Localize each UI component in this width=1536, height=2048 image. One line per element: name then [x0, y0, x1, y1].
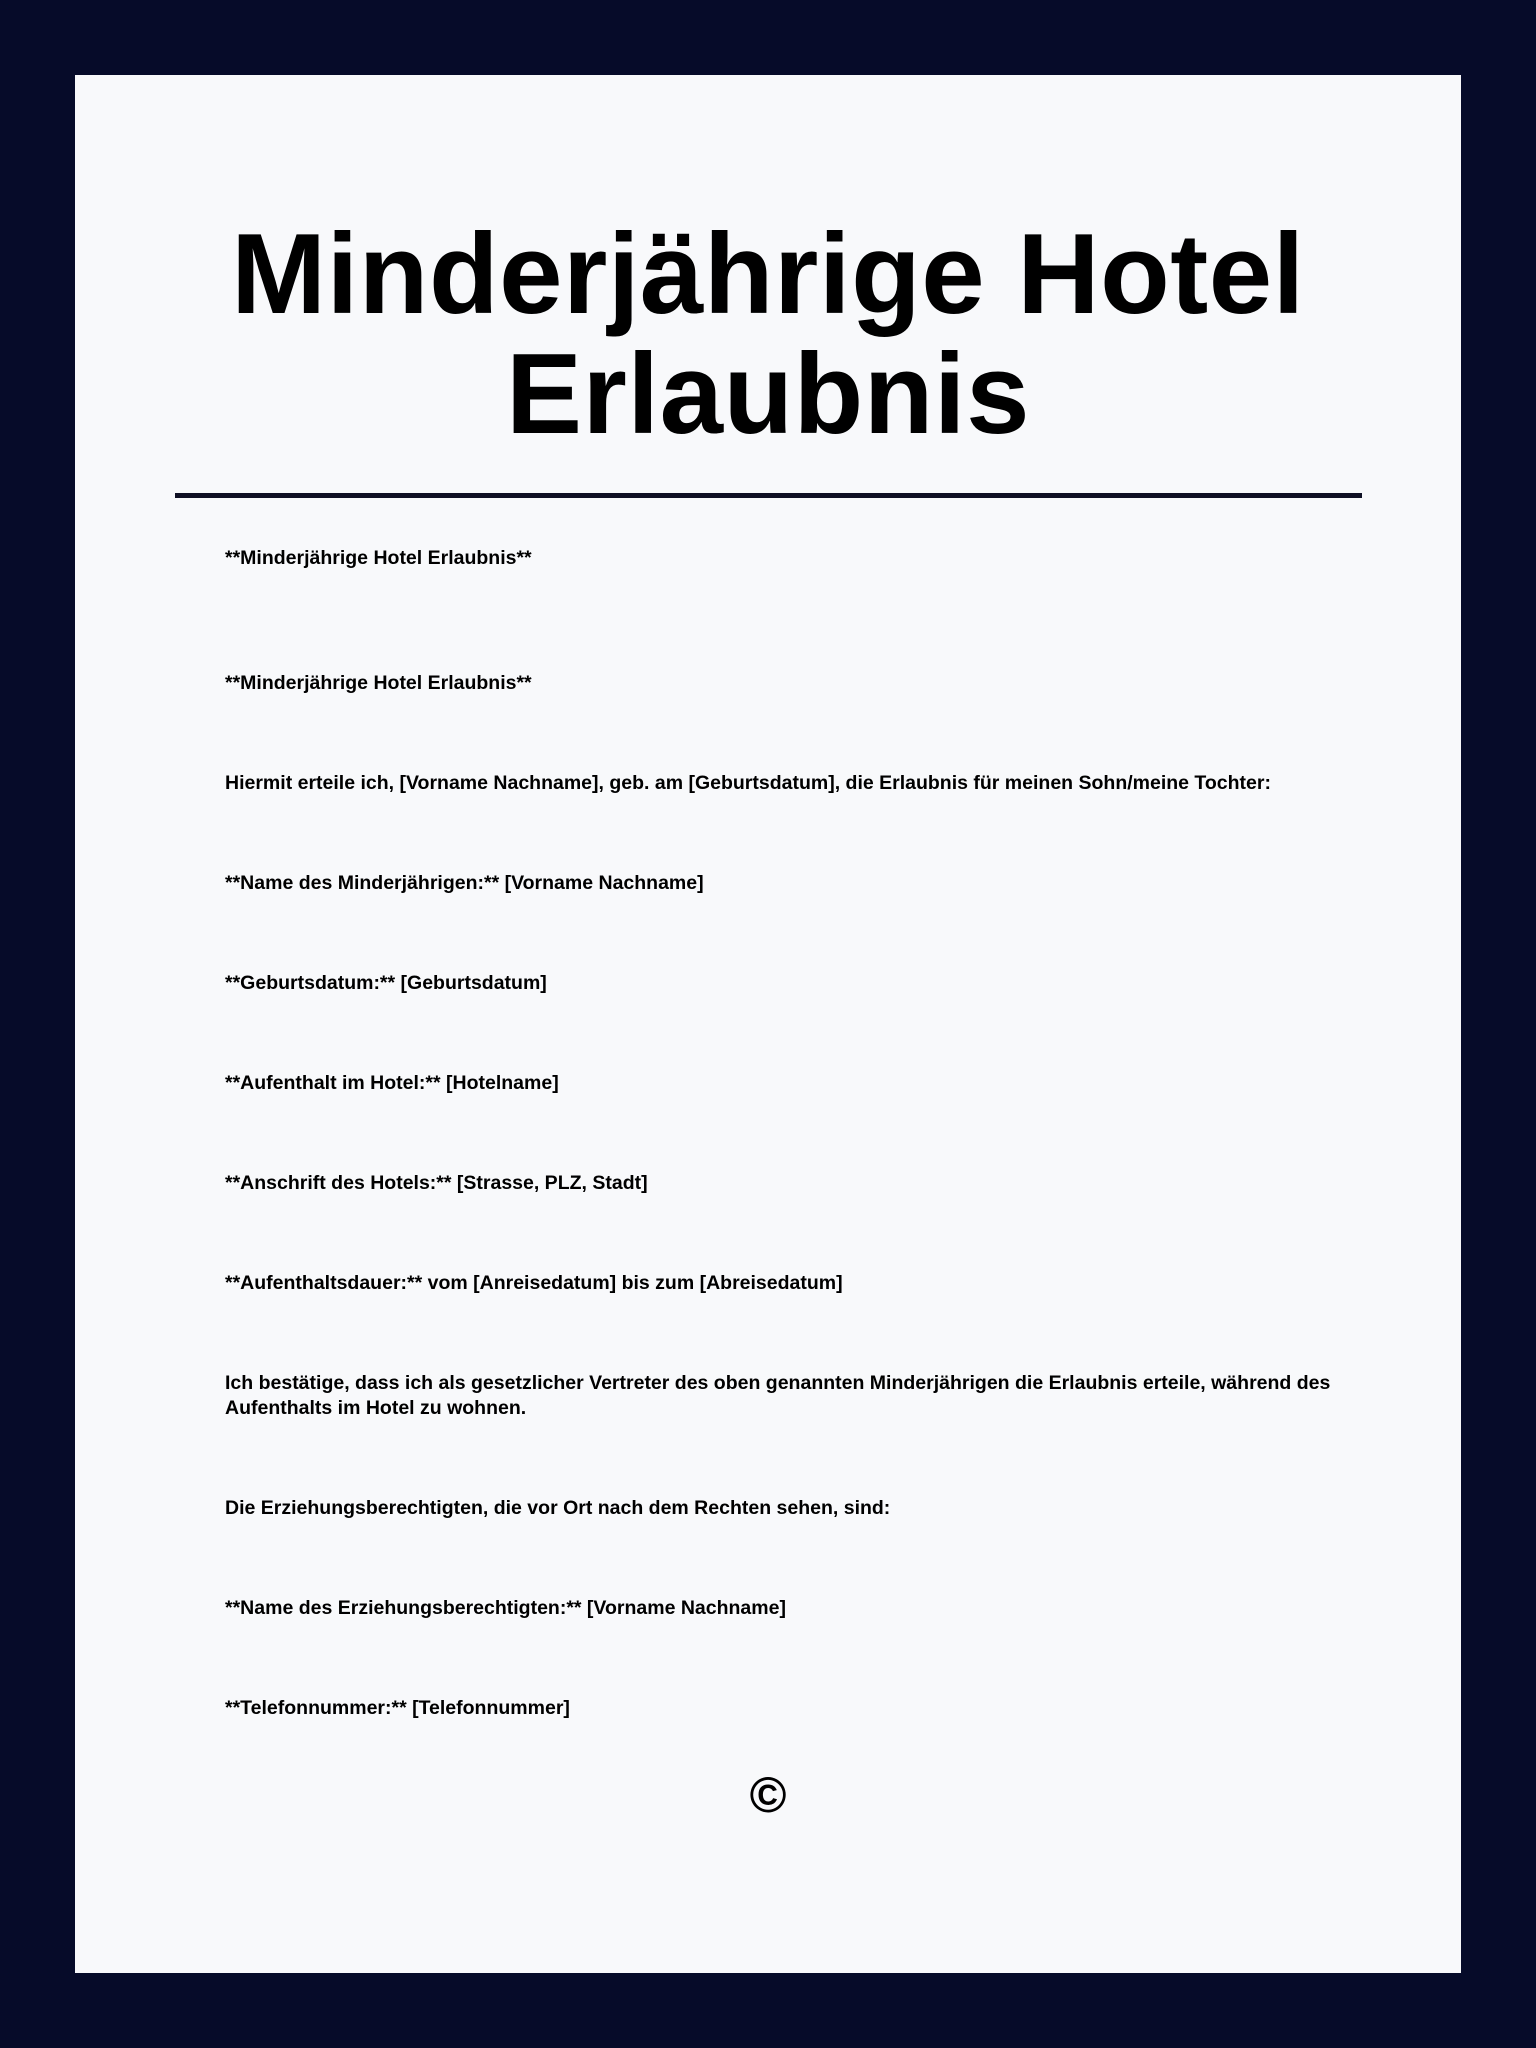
- intro-paragraph: Hiermit erteile ich, [Vorname Nachname], geb. am [Geburtsdatum], die Erlaubnis für meinen Sohn/meine Tochter:: [225, 772, 1271, 794]
- title-divider: [175, 493, 1362, 498]
- phone-number-line: **Telefonnummer:** [Telefonnummer]: [225, 1697, 570, 1719]
- guardians-intro-line: Die Erziehungsberechtigten, die vor Ort nach dem Rechten sehen, sind:: [225, 1497, 891, 1519]
- copyright-icon: ©: [749, 1767, 787, 1823]
- document-title: [75, 211, 1461, 458]
- title-line-2: Erlaubnis: [506, 331, 1030, 458]
- heading-repeat-1: **Minderjährige Hotel Erlaubnis**: [225, 547, 532, 569]
- minor-name-line: **Name des Minderjährigen:** [Vorname Nachname]: [225, 872, 704, 894]
- confirmation-paragraph: Ich bestätige, dass ich als gesetzlicher Vertreter des oben genannten Minderjährigen die Erlaubnis erteile, während des Aufenthalts im Hotel zu wohnen.: [225, 1372, 1331, 1419]
- birthdate-line: **Geburtsdatum:** [Geburtsdatum]: [225, 972, 547, 994]
- document-page: [75, 75, 1461, 1973]
- guardian-name-line: **Name des Erziehungsberechtigten:** [Vorname Nachname]: [225, 1597, 786, 1619]
- heading-repeat-2: **Minderjährige Hotel Erlaubnis**: [225, 672, 532, 694]
- stay-duration-line: **Aufenthaltsdauer:** vom [Anreisedatum] bis zum [Abreisedatum]: [225, 1272, 843, 1294]
- hotel-stay-line: **Aufenthalt im Hotel:** [Hotelname]: [225, 1072, 559, 1094]
- title-line-1: Minderjährige Hotel: [231, 211, 1305, 338]
- hotel-address-line: **Anschrift des Hotels:** [Strasse, PLZ, Stadt]: [225, 1172, 648, 1194]
